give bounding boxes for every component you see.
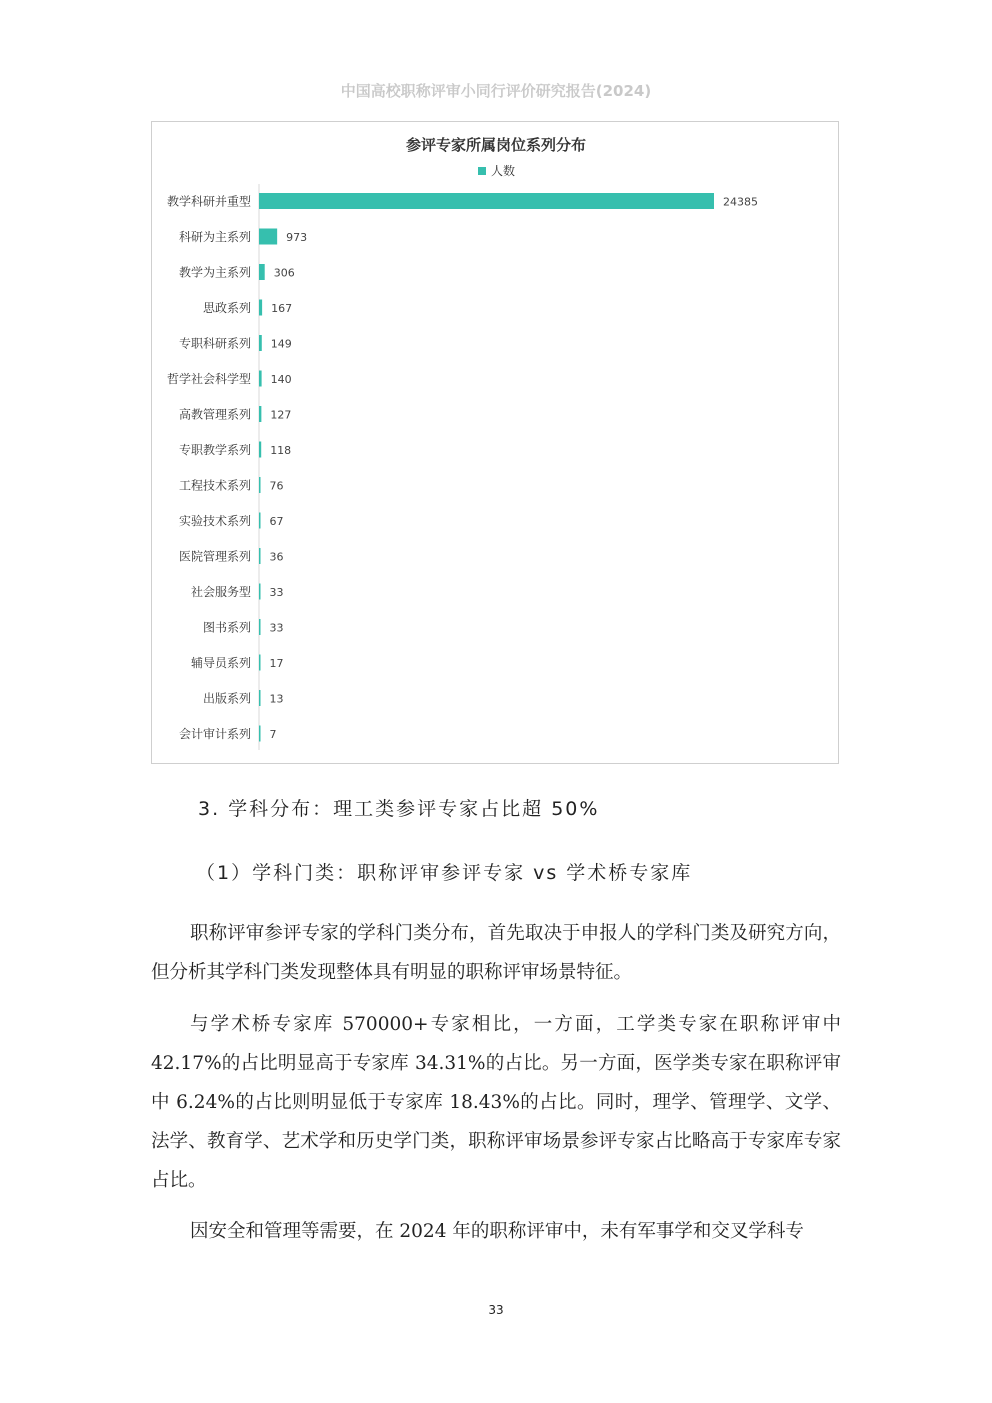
- data-label: 127: [270, 408, 292, 422]
- data-label: 140: [270, 373, 292, 386]
- bar: [259, 442, 261, 458]
- category-label: 出版系列: [202, 691, 251, 706]
- category-label: 教学为主系列: [178, 265, 251, 280]
- bar: [259, 548, 261, 564]
- category-label: 哲学社会科学型: [166, 372, 251, 386]
- category-label: 思政系列: [202, 301, 251, 315]
- category-label: 科研为主系列: [178, 230, 251, 244]
- chart-title: 参评专家所属岗位系列分布: [405, 136, 587, 154]
- category-label: 教学科研并重型: [166, 194, 251, 209]
- bar: [259, 193, 714, 209]
- data-label: 33: [269, 586, 284, 599]
- bar: [259, 690, 261, 706]
- data-label: 17: [269, 657, 284, 670]
- data-label: 36: [269, 550, 284, 564]
- data-label: 149: [270, 337, 292, 351]
- data-label: 76: [269, 479, 284, 493]
- data-label: 167: [271, 302, 293, 315]
- running-header: 中国高校职称评审小同行评价研究报告(2024): [340, 82, 652, 100]
- bar: [259, 264, 265, 280]
- data-label: 118: [270, 444, 292, 457]
- paragraph-3: 因安全和管理等需要，在 2024 年的职称评审中，未有军事学和交叉学科专: [190, 1221, 804, 1242]
- bar: [259, 371, 262, 387]
- data-label: 33: [269, 621, 284, 635]
- data-label: 7: [269, 728, 277, 741]
- bar: [259, 477, 261, 493]
- category-label: 图书系列: [202, 620, 251, 635]
- legend-swatch: [478, 167, 486, 175]
- category-label: 工程技术系列: [178, 478, 251, 493]
- category-label: 实验技术系列: [178, 514, 251, 528]
- data-label: 306: [273, 266, 295, 280]
- bar: [259, 335, 262, 351]
- subsection-heading: （1）学科门类：职称评审参评专家 vs 学术桥专家库: [196, 862, 693, 884]
- data-label: 13: [269, 692, 284, 706]
- bar: [259, 300, 262, 316]
- category-label: 高教管理系列: [178, 407, 251, 422]
- legend-label: 人数: [491, 164, 516, 178]
- bar: [259, 513, 261, 529]
- category-label: 社会服务型: [190, 585, 251, 599]
- bar: [259, 726, 261, 742]
- bar: [259, 655, 261, 671]
- chart-container: [151, 121, 839, 764]
- bar: [259, 229, 277, 245]
- bar-chart: [152, 122, 838, 763]
- data-label: 24385: [723, 195, 758, 209]
- category-label: 专职科研系列: [178, 336, 251, 351]
- paragraph-1: 职称评审参评专家的学科门类分布，首先取决于申报人的学科门类及研究方向，但分析其学科门类发现整体具有明显的职称评审场景特征。: [151, 923, 841, 983]
- bar: [259, 584, 261, 600]
- bar: [259, 406, 261, 422]
- data-label: 973: [286, 231, 308, 244]
- page-number: 33: [488, 1303, 504, 1317]
- data-label: 67: [269, 515, 284, 528]
- category-label: 辅导员系列: [190, 656, 251, 670]
- category-label: 会计审计系列: [178, 727, 251, 741]
- bar: [259, 619, 261, 635]
- category-label: 医院管理系列: [178, 549, 251, 564]
- category-label: 专职教学系列: [178, 443, 251, 457]
- paragraph-2: 与学术桥专家库 570000+专家相比，一方面，工学类专家在职称评审中 42.17%的占比明显高于专家库 34.31%的占比。另一方面，医学类专家在职称评审中 6.24%的占比则明显低于专家库 18.43%的占比。同时，理学、管理学、文学、法学、教育学、艺术学和历史学门类，职称评审场景参评专家占比略高于专家库专家占比。: [151, 1014, 841, 1191]
- section-heading: 3. 学科分布：理工类参评专家占比超 50%: [198, 798, 600, 820]
